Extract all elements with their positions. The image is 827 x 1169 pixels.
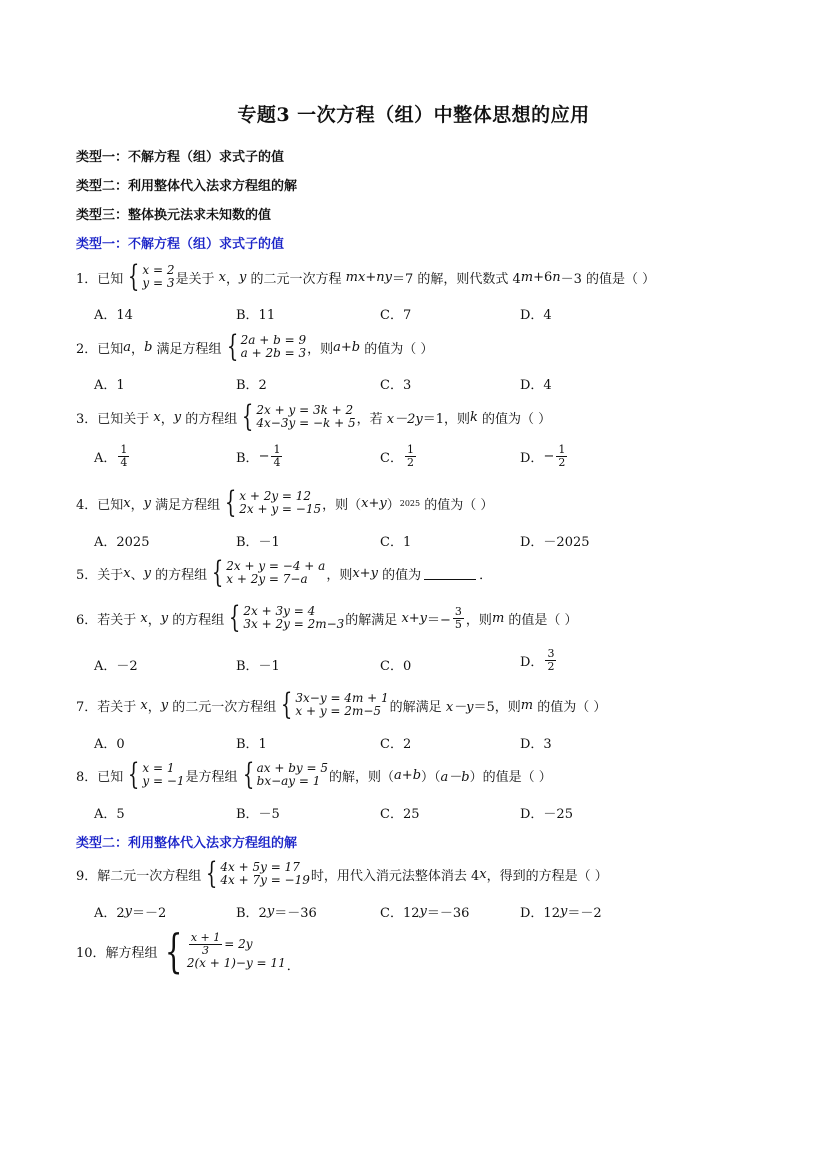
option-c[interactable]: C．12 y ＝－36 [380, 904, 470, 921]
section-heading-2: 类型二：利用整体代入法求方程组的解 [76, 836, 298, 851]
option-b[interactable]: B． − $\frac{1}{4}$ [236, 443, 281, 469]
option-c[interactable]: C． $\frac{1}{2}$ [380, 443, 414, 469]
options-2 [0, 374, 827, 404]
option-a[interactable]: A．－2 [94, 659, 138, 674]
option-b[interactable]: B．－5 [236, 807, 280, 822]
option-a[interactable]: A．2025 [94, 535, 150, 550]
option-c[interactable]: C．2 [380, 737, 412, 752]
option-b[interactable]: B．2 y ＝－36 [236, 904, 317, 921]
option-b[interactable]: B．－1 [236, 535, 280, 550]
toc-item-2: 类型二：利用整体代入法求方程组的解 [76, 179, 298, 194]
option-d[interactable]: D．－25 [520, 807, 573, 822]
option-d[interactable]: D．4 [520, 378, 552, 393]
option-b[interactable]: B．11 [236, 308, 276, 323]
option-a[interactable]: A．1 [94, 378, 125, 393]
option-b[interactable]: B．1 [236, 737, 267, 752]
question-9: 9．解二元一次方程组 { 4x + 5y = 17 4x + 7y = −19 时，用代入消元法整体消去 4 x ，得到的方程是（ ） [76, 856, 608, 891]
option-c[interactable]: C．3 [380, 378, 412, 393]
page-title: 专题3 一次方程（组）中整体思想的应用 [237, 104, 590, 126]
option-a[interactable]: A．2 y ＝－2 [94, 904, 167, 921]
equation-system: { x + 2y = 12 2x + y = −15 [224, 485, 322, 520]
question-8: 8．已知 { x = 1 y = −1 是方程组 { ax + by = 5 bx−ay = 1 的解，则（ a+b ）（ a－b ）的值是（ ） [76, 757, 552, 792]
question-4: 4．已知 x ， y 满足方程组 { x + 2y = 12 2x + y = −15 ，则（ x+y ） 2025 的值为（ ） [76, 485, 494, 520]
equation-system: { $\frac{x + 1}{3}$ = 2y 2(x + 1)−y = 11 [164, 924, 286, 978]
option-c[interactable]: C．0 [380, 659, 412, 674]
answer-blank[interactable] [424, 567, 476, 580]
options-7 [0, 733, 827, 763]
option-a[interactable]: A．5 [94, 807, 125, 822]
question-2: 2．已知 a ， b 满足方程组 { 2a + b = 9 a + 2b = 3 ，则 a+b 的值为（ ） [76, 329, 434, 364]
options-6 [0, 648, 827, 678]
question-5: 5．关于 x 、 y 的方程组 { 2x + y = −4 + a x + 2y = 7−a ，则 x+y 的值为 ． [76, 555, 493, 590]
option-d[interactable]: D．12 y ＝－2 [520, 904, 602, 921]
options-8 [0, 803, 827, 833]
question-7: 7．若关于 x ， y 的二元一次方程组 { 3x−y = 4m + 1 x + y = 2m−5 的解满足 x－y ＝5，则 m 的值为（ ） [76, 687, 607, 722]
option-c[interactable]: C．7 [380, 308, 412, 323]
option-d[interactable]: D．4 [520, 308, 552, 323]
options-3 [0, 444, 827, 474]
option-a[interactable]: A．0 [94, 737, 125, 752]
option-d[interactable]: D．－2025 [520, 535, 590, 550]
option-d[interactable]: D． − $\frac{1}{2}$ [520, 443, 566, 469]
equation-system: { 2x + 3y = 4 3x + 2y = 2m−3 [229, 600, 345, 635]
equation-system: { ax + by = 5 bx−ay = 1 [242, 757, 329, 792]
option-b[interactable]: B．2 [236, 378, 267, 393]
toc-item-3: 类型三：整体换元法求未知数的值 [76, 208, 272, 223]
question-3: 3．已知关于 x ， y 的方程组 { 2x + y = 3k + 2 4x−3y = −k + 5 ，若 x－2y ＝1，则 k 的值为（ ） [76, 399, 552, 434]
equation-system: { 2x + y = −4 + a x + 2y = 7−a [211, 555, 326, 590]
equation-system: { 4x + 5y = 17 4x + 7y = −19 [206, 856, 310, 891]
options-4 [0, 531, 827, 561]
section-heading-1: 类型一：不解方程（组）求式子的值 [76, 237, 285, 252]
option-d[interactable]: D． $\frac{3}{2}$ [520, 647, 555, 673]
equation-system: { 2a + b = 9 a + 2b = 3 [226, 329, 307, 364]
option-a[interactable]: A．14 [94, 308, 133, 323]
question-6: 6．若关于 x ， y 的方程组 { 2x + 3y = 4 3x + 2y = 2m−3 的解满足 x+y ＝− $\frac{3}{5}$ ，则 m 的值是（ ） [76, 600, 578, 635]
option-c[interactable]: C．1 [380, 535, 412, 550]
equation-system: { x = 2 y = 3 [128, 259, 175, 294]
option-d[interactable]: D．3 [520, 737, 552, 752]
equation-system: { 2x + y = 3k + 2 4x−3y = −k + 5 [242, 399, 356, 434]
option-a[interactable]: A． $\frac{1}{4}$ [94, 443, 128, 469]
option-c[interactable]: C．25 [380, 807, 420, 822]
options-1 [0, 304, 827, 334]
solution-system: { x = 1 y = −1 [128, 757, 185, 792]
equation-system: { 3x−y = 4m + 1 x + y = 2m−5 [281, 687, 389, 722]
question-1: 1．已知 { x = 2 y = 3 是关于 x ， y 的二元一次方程 mx+ny ＝7 的解，则代数式 4 m +6 n －3 的值是（ ） [76, 259, 656, 294]
question-10: 10．解方程组 { $\frac{x + 1}{3}$ = 2y 2(x + 1)−y = 11 ． [76, 924, 300, 978]
option-b[interactable]: B．－1 [236, 659, 280, 674]
toc-item-1: 类型一：不解方程（组）求式子的值 [76, 150, 285, 165]
